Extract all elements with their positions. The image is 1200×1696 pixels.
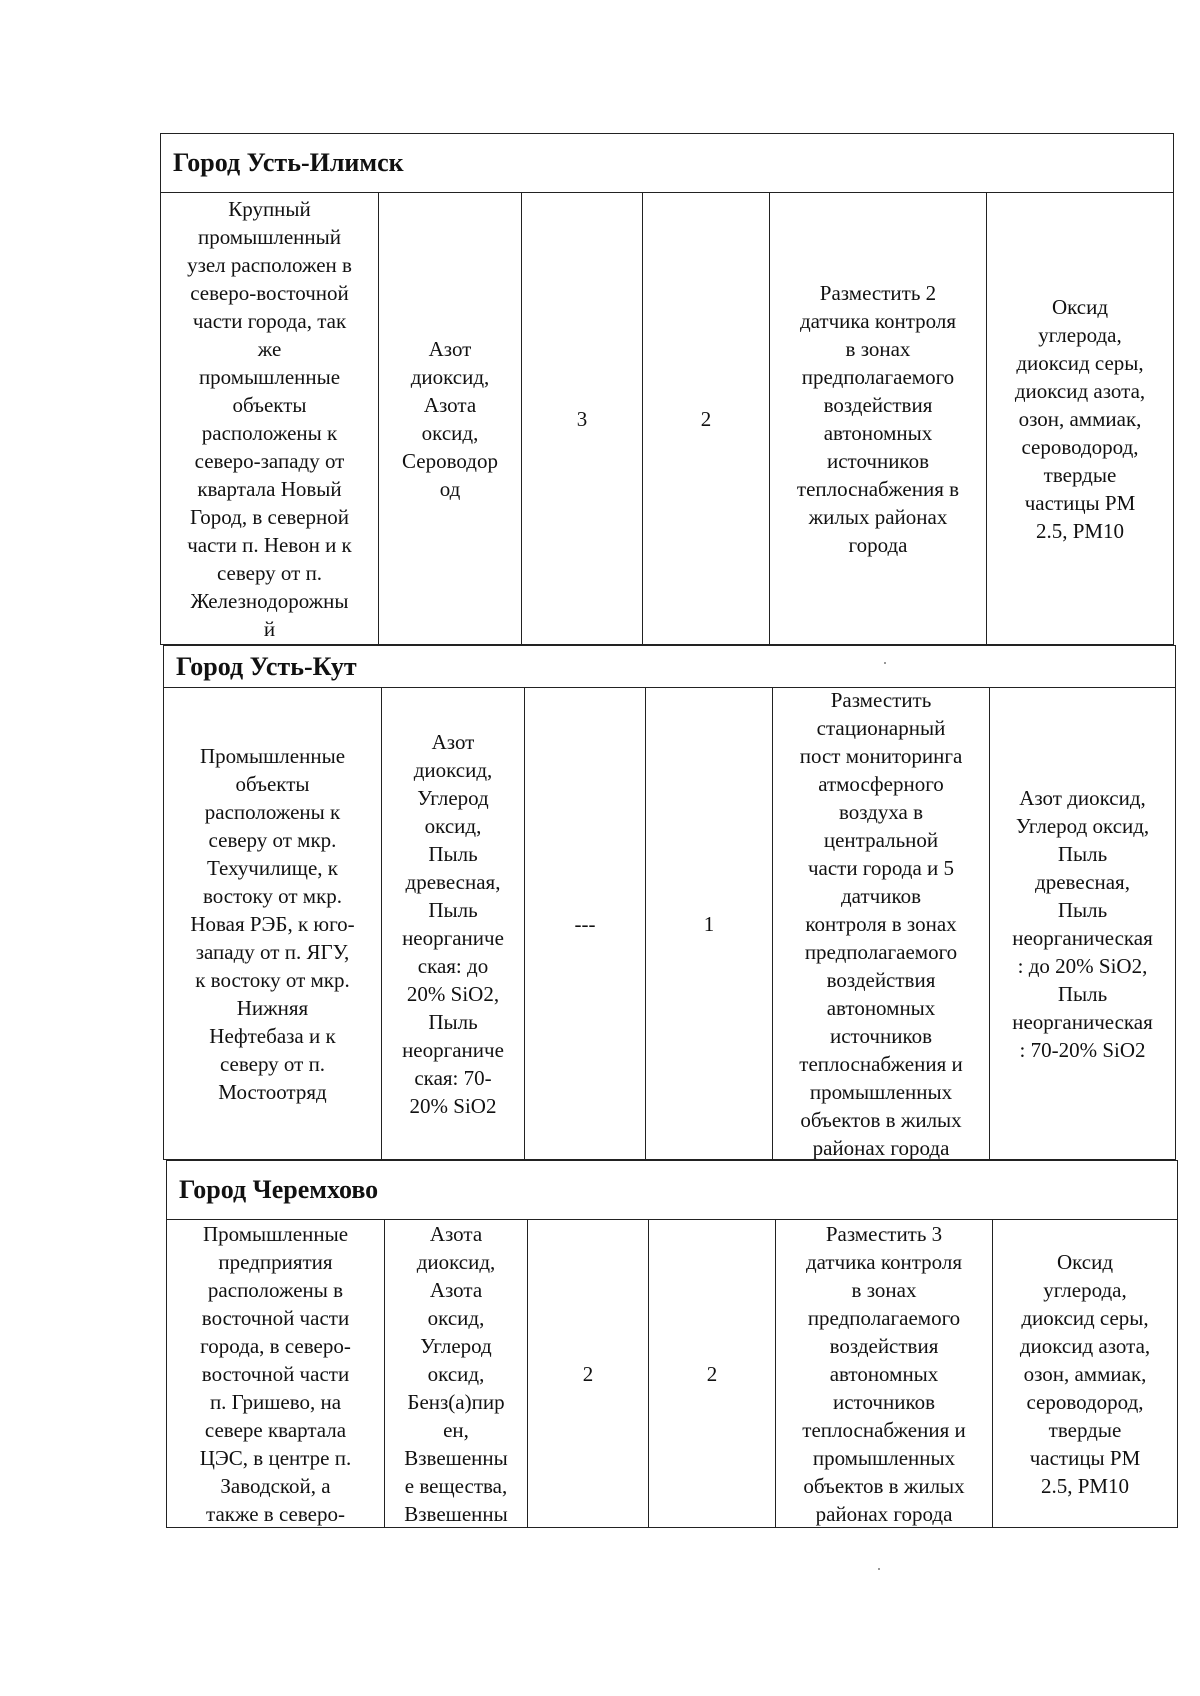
cell-monitored-substances: [990, 688, 1175, 1159]
scan-speck: [878, 1568, 880, 1570]
section-title: Город Усть-Илимск: [173, 148, 404, 177]
cell-text: Разместить стационарный пост мониторинга атмосферного воздуха в центральной части города и 5 датчиков контроля в зонах предполагаемого воздействия автономных источников теплоснабжения и промышленных объектов в жилых районах города: [799, 688, 963, 1159]
cell-text: Азота диоксид, Азота оксид, Углерод оксид, Бенз(а)пир ен, Взвешенны е вещества, Взвешенны: [404, 1221, 508, 1526]
cell-count-a: [522, 193, 643, 644]
cell-text: Разместить 3 датчика контроля в зонах предполагаемого воздействия автономных источников теплоснабжения и промышленных объектов в жилых районах города: [802, 1221, 966, 1526]
cell-text: Оксид углерода, диоксид серы, диоксид азота, озон, аммиак, сероводород, твердые частицы РМ 2.5, PM10: [1019, 1249, 1151, 1498]
cell-pollutants: [382, 688, 525, 1159]
cell-count-b: [643, 193, 770, 644]
section-title: Город Усть-Кут: [176, 651, 357, 681]
cell-count-a: [528, 1220, 649, 1527]
cell-text: Азот диоксид, Углерод оксид, Пыль древесная, Пыль неорганическая : до 20% SiO2, Пыль неорганическая : 70-20% SiO2: [1012, 785, 1153, 1062]
cell-pollutants: [379, 193, 522, 644]
table-row: [163, 688, 1176, 1160]
cell-text: Азот диоксид, Углерод оксид, Пыль древесная, Пыль неорганиче ская: до 20% SiO2, Пыль неорганиче ская: 70- 20% SiO2: [402, 729, 504, 1118]
cell-location: [164, 688, 382, 1159]
cell-recommendation: [773, 688, 990, 1159]
cell-text: 2: [582, 1361, 594, 1386]
cell-text: ---: [574, 911, 596, 936]
cell-text: Разместить 2 датчика контроля в зонах предполагаемого воздействия автономных источников теплоснабжения в жилых районах города: [796, 280, 960, 557]
cell-recommendation: [776, 1220, 993, 1527]
cell-text: 3: [576, 406, 588, 431]
cell-text: 1: [703, 911, 715, 936]
table-row: [160, 193, 1174, 645]
cell-text: Крупный промышленный узел расположен в северо-восточной части города, так же промышленные объекты расположены к северо-западу от квартала Новый Город, в северной части п. Невон и к северу от п. Железнодорожны й: [187, 196, 352, 641]
section-header-ust-kut: [163, 645, 1176, 688]
cell-location: [167, 1220, 385, 1527]
cell-monitored-substances: [993, 1220, 1177, 1527]
cell-text: 2: [700, 406, 712, 431]
cell-count-b: [646, 688, 773, 1159]
cell-text: Промышленные объекты расположены к северу от мкр. Техучилище, к востоку от мкр. Новая РЭБ, к юго- западу от п. ЯГУ, к востоку от мкр. Нижняя Нефтебаза и к северу от п. Мостоотряд: [190, 743, 355, 1104]
cell-count-b: [649, 1220, 776, 1527]
scan-speck: [884, 662, 886, 664]
cell-monitored-substances: [987, 193, 1173, 644]
cell-recommendation: [770, 193, 987, 644]
section-header-ust-ilimsk: [160, 133, 1174, 193]
table-row: [166, 1220, 1178, 1528]
cell-text: Промышленные предприятия расположены в восточной части города, в северо- восточной части п. Гришево, на севере квартала ЦЭС, в центре п. Заводской, а также в северо-: [199, 1221, 352, 1526]
cell-count-a: [525, 688, 646, 1159]
section-title: Город Черемхово: [179, 1175, 379, 1204]
cell-text: Азот диоксид, Азота оксид, Сероводор од: [402, 336, 498, 501]
cell-location: [161, 193, 379, 644]
section-header-cheremkhovo: [166, 1160, 1178, 1220]
cell-text: 2: [706, 1361, 718, 1386]
cell-text: Оксид углерода, диоксид серы, диоксид азота, озон, аммиак, сероводород, твердые частицы РМ 2.5, PM10: [1014, 294, 1146, 543]
cell-pollutants: [385, 1220, 528, 1527]
